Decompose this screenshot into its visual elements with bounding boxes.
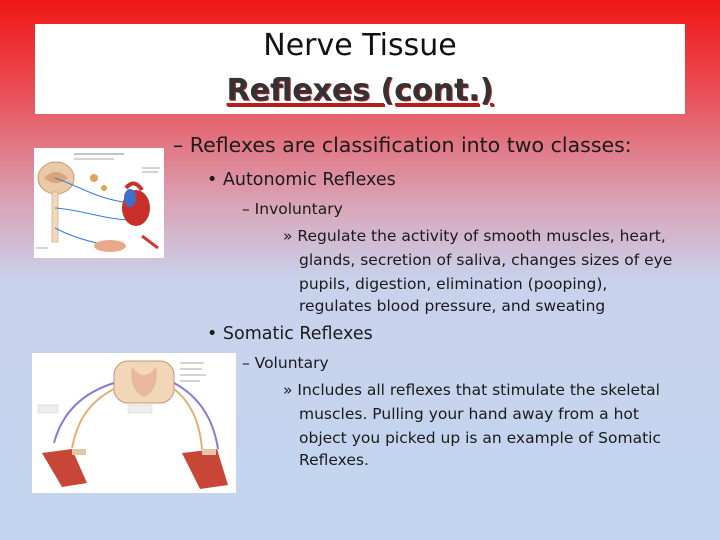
autonomic-description-line-4: regulates blood pressure, and sweating bbox=[299, 297, 606, 315]
autonomic-description-line-2: glands, secretion of saliva, changes sizes of eye bbox=[299, 251, 673, 269]
bullet-level1: – Reflexes are classification into two classes: bbox=[173, 133, 632, 157]
somatic-reflex-illustration bbox=[32, 353, 236, 493]
somatic-description-line-3: object you picked up is an example of Somatic bbox=[299, 429, 661, 447]
somatic-description-line-4: Reflexes. bbox=[299, 451, 369, 469]
bullet-voluntary: – Voluntary bbox=[242, 354, 329, 372]
slide-subtitle: Reflexes (cont.) bbox=[226, 73, 494, 108]
somatic-description-line-2: muscles. Pulling your hand away from a hot bbox=[299, 405, 639, 423]
bullet-somatic-reflexes: • Somatic Reflexes bbox=[207, 324, 373, 344]
title-box bbox=[35, 24, 685, 114]
somatic-description-line-1: » Includes all reflexes that stimulate the skeletal bbox=[283, 381, 660, 399]
bullet-autonomic-reflexes: • Autonomic Reflexes bbox=[207, 170, 396, 190]
autonomic-description-line-1: » Regulate the activity of smooth muscles, heart, bbox=[283, 227, 666, 245]
bullet-involuntary: – Involuntary bbox=[242, 200, 343, 218]
slide-title: Nerve Tissue bbox=[263, 28, 457, 63]
autonomic-description-line-3: pupils, digestion, elimination (pooping), bbox=[299, 275, 608, 293]
autonomic-reflex-illustration bbox=[34, 148, 164, 258]
